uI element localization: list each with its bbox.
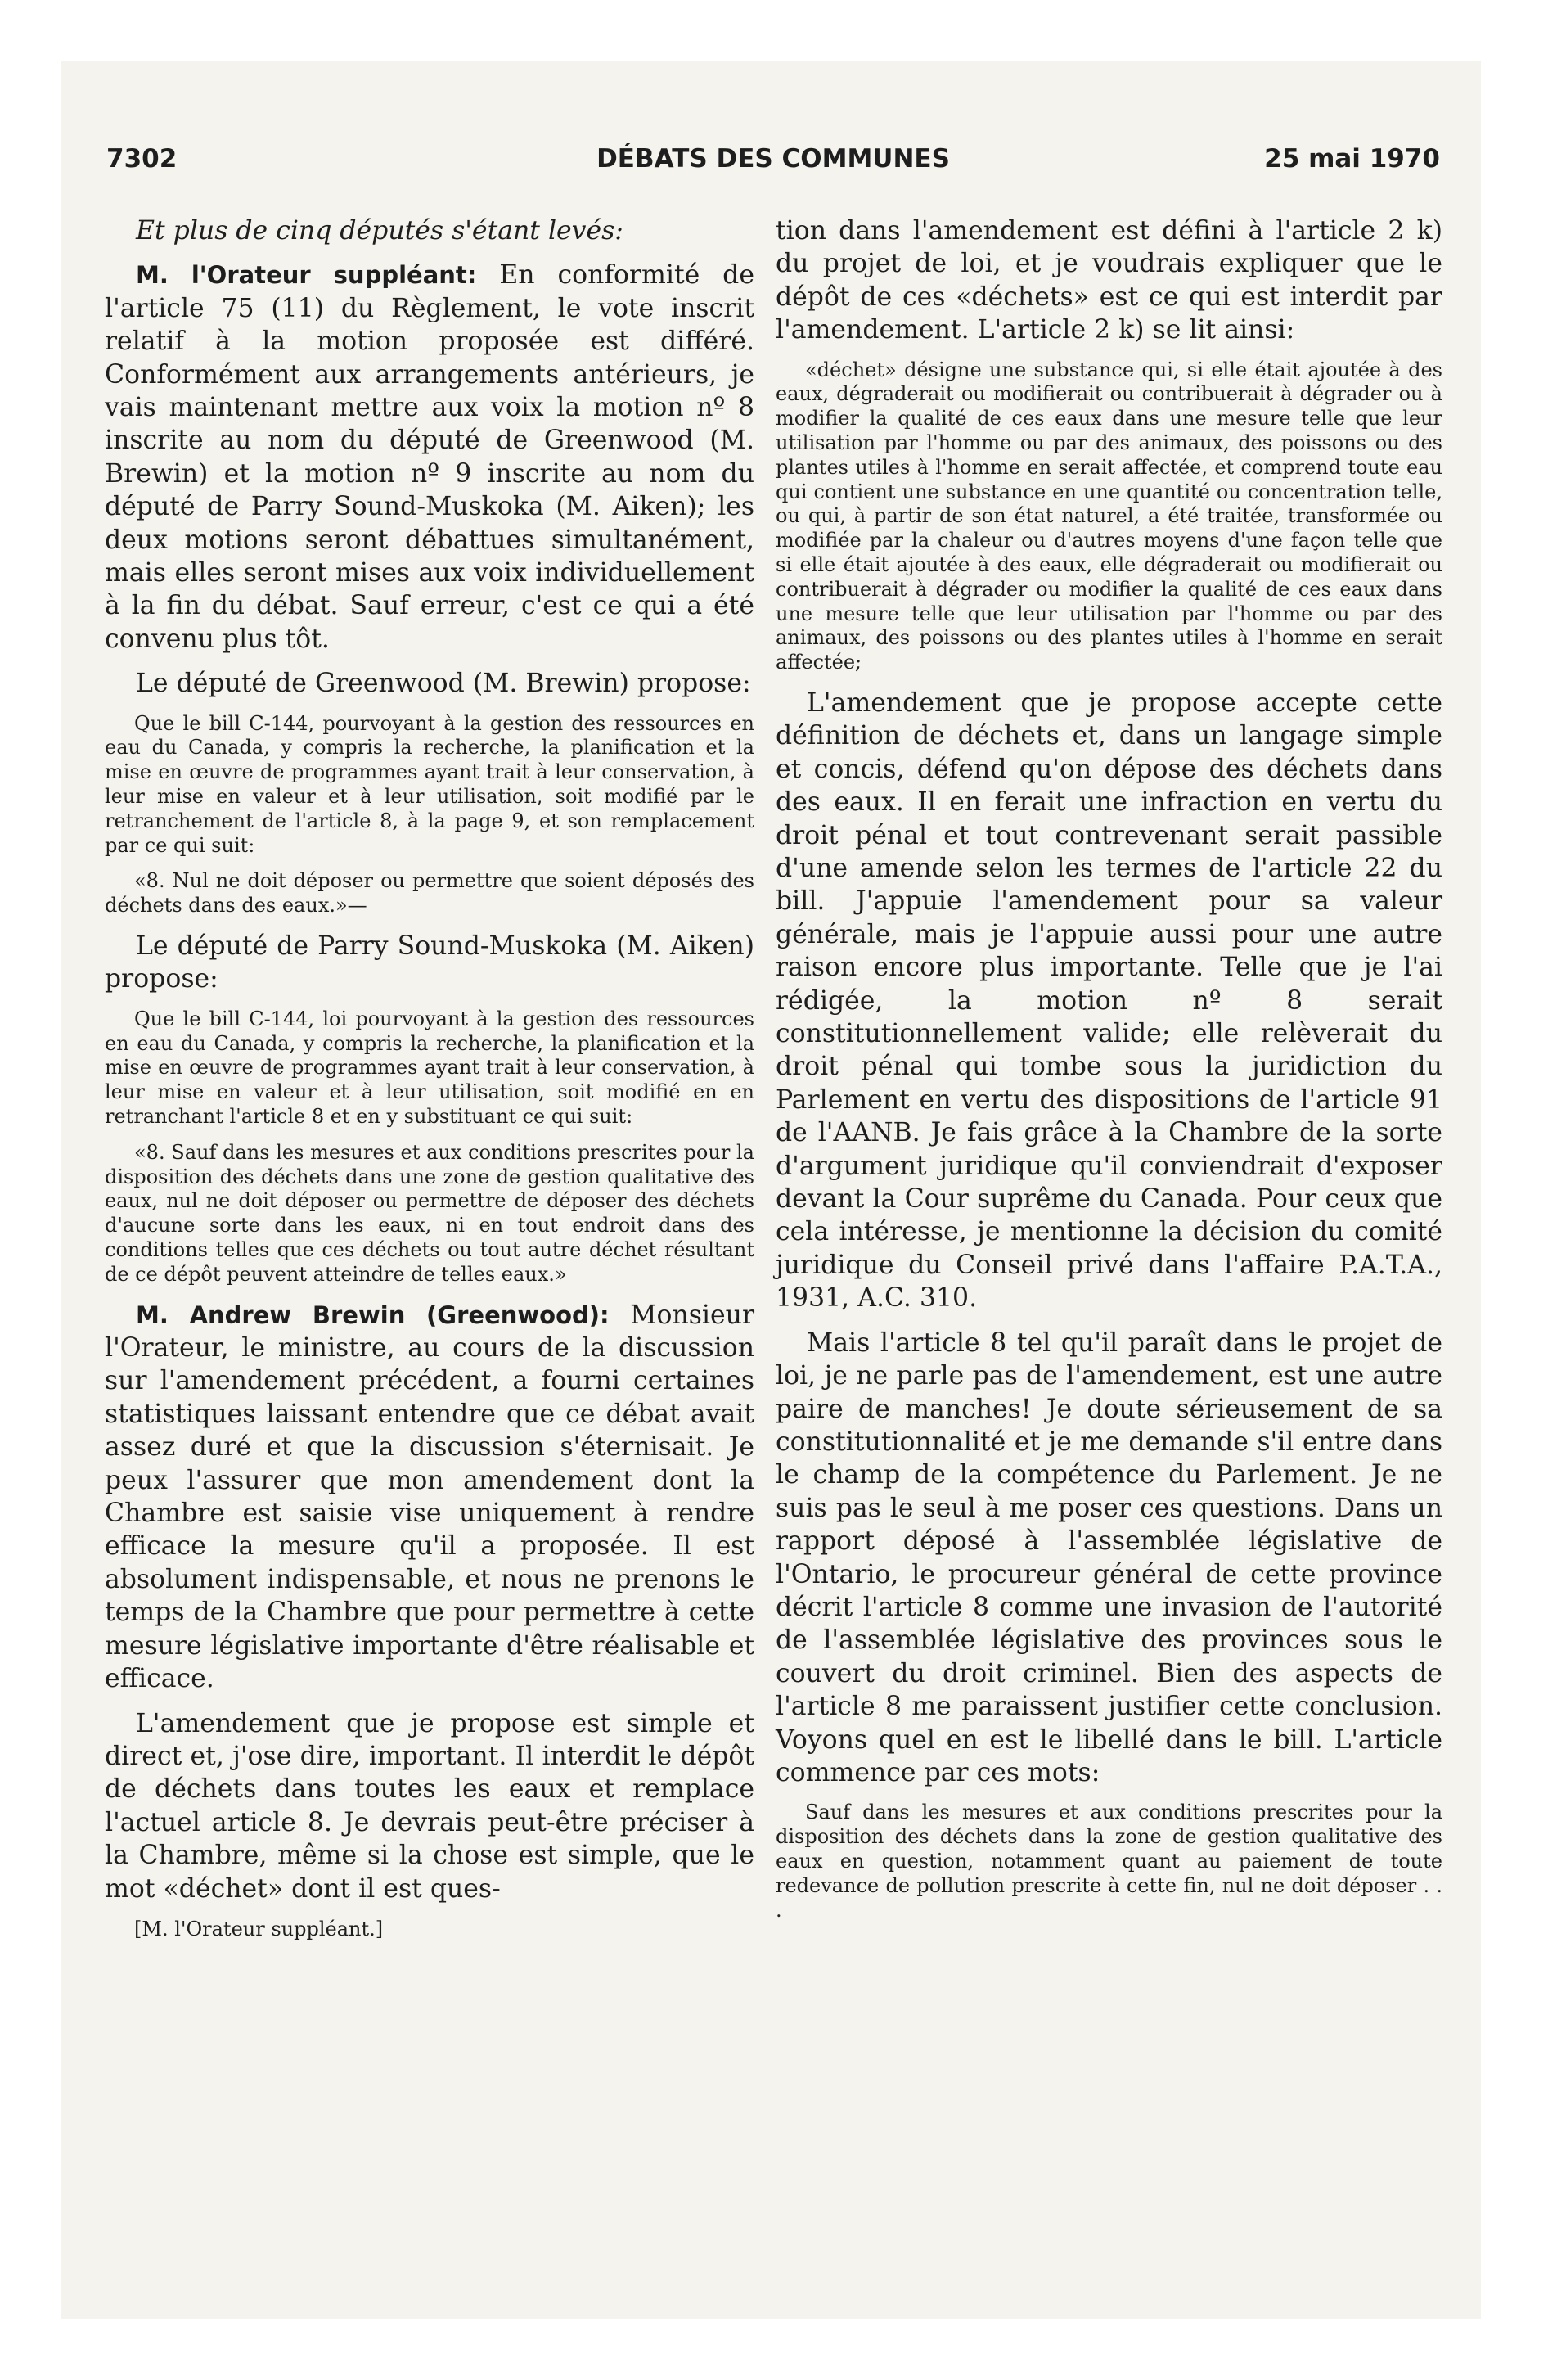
right-column: [776, 214, 1442, 1934]
paragraph-text: En conformité de l'article 75 (11) du Règlement, le vote inscrit relatif à la motion proposée est différé. Conformément aux arrangements antérieurs, je vais maintenant mettre aux voix la motion nº 8 inscrite au nom du député de Greenwood (M. Brewin) et la motion nº 9 inscrite au nom du député de Parry Sound-Muskoka (M. Aiken); les deux motions seront débattues simultanément, mais elles seront mises aux voix individuellement à la fin du débat. Sauf erreur, c'est ce qui a été convenu plus tôt.: [105, 260, 754, 654]
running-title: DÉBATS DES COMMUNES: [596, 144, 950, 174]
left-column: [105, 214, 754, 1941]
page-date: 25 mai 1970: [1264, 144, 1440, 174]
page-number: 7302: [106, 144, 178, 174]
motion-quote: Que le bill C-144, pourvoyant à la gestion des ressources en eau du Canada, y compris la recherche, la planification et la mise en œuvre de programmes ayant trait à leur conservation, à leur mise en valeur et à leur utilisation, soit modifié par le retranchement de l'article 8, à la page 9, et son remplacement par ce qui suit:: [105, 711, 754, 857]
paragraph: L'amendement que je propose accepte cette définition de déchets et, dans un langage simple et concis, défend qu'on dépose des déchets dans des eaux. Il en ferait une infraction en vertu du droit pénal et tout contrevenant serait passible d'une amende selon les termes de l'article 22 du bill. J'appuie l'amendement pour sa valeur générale, mais je l'appuie aussi pour une autre raison encore plus importante. Telle que je l'ai rédigée, la motion nº 8 serait constitutionnellement valide; elle relèverait du droit pénal qui tombe sous la juridiction du Parlement en vertu des dispositions de l'article 91 de l'AANB. Je fais grâce à la Chambre de la sorte d'argument juridique qu'il conviendrait d'exposer devant la Cour suprême du Canada. Pour ceux que cela intéresse, je mentionne la décision du comité juridique du Conseil privé dans l'affaire P.A.T.A., 1931, A.C. 310.: [776, 687, 1442, 1314]
paragraph: Mais l'article 8 tel qu'il paraît dans le projet de loi, je ne parle pas de l'amendement, est une autre paire de manches! Je doute sérieusement de sa constitutionnalité et je me demande s'il entre dans le champ de la compétence du Parlement. Je ne suis pas le seul à me poser ces questions. Dans un rapport déposé à l'assemblée législative de l'Ontario, le procureur général de cette province décrit l'article 8 comme une invasion de l'autorité de l'assemblée législative des provinces sous le couvert du droit criminel. Bien des aspects de l'article 8 me paraissent justifier cette conclusion. Voyons quel en est le libellé dans le bill. L'article commence par ces mots:: [776, 1327, 1442, 1787]
paragraph: Le député de Greenwood (M. Brewin) propose:: [136, 669, 751, 699]
motion-quote: «8. Sauf dans les mesures et aux conditions prescrites pour la disposition des déchets dans une zone de gestion qualitative des eaux, nul ne doit déposer ou permettre de déposer des déchets d'aucune sorte dans les eaux, ni en tout endroit dans des conditions telles que ces déchets ou tout autre déchet résultant de ce dépôt peuvent atteindre de telles eaux.»: [105, 1140, 754, 1286]
paragraph: Le député de Parry Sound-Muskoka (M. Aiken) propose:: [105, 931, 754, 994]
speaker-name: M. l'Orateur suppléant:: [136, 261, 477, 290]
motion-quote: «8. Nul ne doit déposer ou permettre que soient déposés des déchets dans des eaux.»—: [105, 869, 754, 917]
paragraph: L'amendement que je propose est simple et direct et, j'ose dire, important. Il interdit le dépôt de déchets dans toutes les eaux et remplace l'actuel article 8. Je devrais peut-être préciser à la Chambre, même si la chose est simple, que le mot «déchet» dont il est ques-: [105, 1708, 754, 1904]
stage-direction: Et plus de cinq députés s'étant levés:: [136, 216, 623, 246]
paragraph-text: Monsieur l'Orateur, le ministre, au cours de la discussion sur l'amendement précédent, a fourni certaines statistiques laissant entendre que ce débat avait assez duré et que la discussion s'éternisait. Je peux l'assurer que mon amendement dont la Chambre est saisie vise uniquement à rendre efficace la mesure qu'il a proposée. Il est absolument indispensable, et nous ne prenons le temps de la Chambre que pour permettre à cette mesure législative importante d'être réalisable et efficace.: [105, 1300, 754, 1694]
speaker-name: M. Andrew Brewin (Greenwood):: [136, 1300, 610, 1329]
paragraph: [105, 259, 754, 656]
bill-quote: Sauf dans les mesures et aux conditions prescrites pour la disposition des déchets dans la zone de gestion qualitative des eaux en question, notamment quant au paiement de toute redevance de pollution prescrite à cette fin, nul ne doit déposer . . .: [776, 1801, 1442, 1922]
definition-quote: «déchet» désigne une substance qui, si elle était ajoutée à des eaux, dégraderait ou modifierait ou contribuerait à dégrader ou à modifier la qualité de ces eaux dans une mesure telle que leur utilisation par l'homme ou par des animaux, des poissons ou des plantes utiles à l'homme en serait affectée, et comprend toute eau qui contient une substance en une quantité ou concentration telle, ou qui, à partir de son état naturel, a été traitée, transformée ou modifiée par la chaleur ou d'autres moyens d'une façon telle que si elle était ajoutée à des eaux, elle dégraderait ou modifierait ou contribuerait à dégrader ou modifier la qualité de ces eaux dans une mesure telle que leur utilisation par l'homme ou par des animaux, des poissons ou des plantes utiles à l'homme en serait affectée;: [776, 358, 1442, 674]
motion-quote: Que le bill C-144, loi pourvoyant à la gestion des ressources en eau du Canada, y compris la recherche, la planification et la mise en œuvre de programmes ayant trait à leur conservation, à leur mise en valeur et à leur utilisation, soit modifié en en retranchant l'article 8 et en y substituant ce qui suit:: [105, 1007, 754, 1129]
speaker-footnote: [M. l'Orateur suppléant.]: [134, 1917, 384, 1941]
paragraph: [105, 1299, 754, 1696]
paragraph: tion dans l'amendement est défini à l'article 2 k) du projet de loi, et je voudrais expliquer que le dépôt de ces «déchets» est ce qui est interdit par l'amendement. L'article 2 k) se lit ainsi:: [776, 216, 1442, 345]
page-header: [106, 144, 1440, 185]
